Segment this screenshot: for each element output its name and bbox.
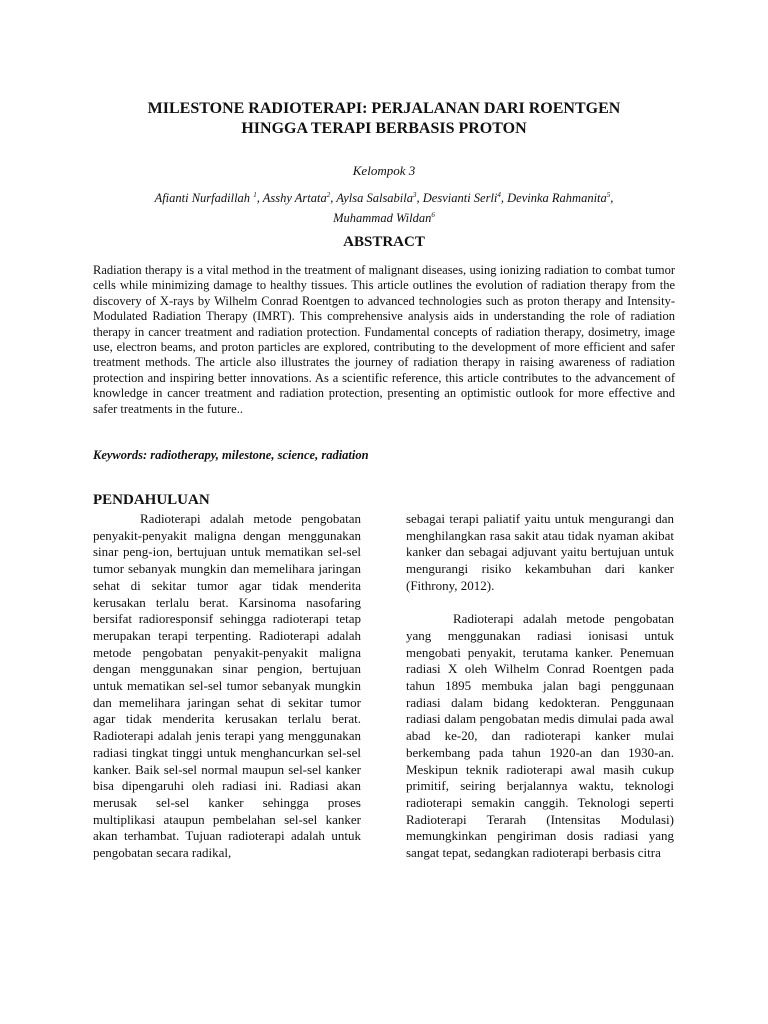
author-separator: ,: [256, 191, 263, 206]
author-name: Afianti Nurfadillah: [154, 191, 254, 206]
paragraph-spacer: [406, 595, 674, 612]
author-name: Asshy Artata: [262, 191, 327, 206]
author-name: Devinka Rahmanita: [507, 191, 607, 206]
right-column: [406, 511, 674, 862]
paper-title-line-2: HINGGA TERAPI BERBASIS PROTON: [241, 120, 527, 137]
author-name: Aylsa Salsabila: [336, 191, 414, 206]
author-separator: ,: [500, 191, 508, 206]
section-heading: PENDAHULUAN: [93, 492, 210, 508]
author: [507, 191, 613, 205]
author: [333, 211, 435, 225]
author: [155, 191, 263, 205]
author-list: [90, 187, 678, 227]
author-name: Muhammad Wildan: [333, 211, 432, 226]
author-separator: ,: [416, 191, 423, 206]
body-paragraph: Radioterapi adalah metode pengobatan yang menggunakan radiasi ionisasi untuk mengobati penyakit, terutama kanker. Penemuan radiasi X oleh Wilhelm Conrad Roentgen pada tahun 1895 membuka jalan bagi penggunaan radiasi dalam bidang kedokteran. Penggunaan radiasi dalam pengobatan medis dimulai pada awal abad ke-20, dan radioterapi kanker mulai berkembang pada tahun 1920-an dan 1930-an. Meskipun teknik radioterapi awal masih cukup primitif, seiring berjalannya waktu, teknologi radioterapi semakin canggih. Teknologi seperti Radioterapi Terarah (Intensitas Modulasi) memungkinkan pengiriman dosis radiasi yang sangat tepat, sedangkan radioterapi berbasis citra: [406, 611, 674, 861]
author-separator: ,: [330, 191, 337, 206]
left-column: [93, 511, 361, 862]
author-affiliation: 5: [606, 191, 611, 199]
author-affiliation: 6: [431, 211, 435, 220]
author-affiliation: 2: [326, 191, 331, 199]
paper-title: [60, 99, 708, 139]
author-affiliation: 4: [497, 191, 501, 199]
keywords-line: Keywords: radiotherapy, milestone, science, radiation: [93, 448, 369, 462]
author: [263, 191, 337, 205]
author: [423, 191, 507, 205]
group-name: Kelompok 3: [352, 163, 416, 178]
author-name: Desvianti Serli: [422, 191, 498, 206]
author: [336, 191, 423, 205]
author-affiliation: 3: [413, 191, 417, 199]
body-paragraph: Radioterapi adalah metode pengobatan penyakit-penyakit maligna dengan menggunakan sinar peng-ion, bertujuan untuk mematikan sel-sel tumor sebanyak mungkin dan memelihara jaringan sehat di sekitar tumor agar tidak menderita kerusakan terlalu berat. Karsinoma nasofaring bersifat radioresponsif sehingga radioterapi tetap merupakan terapi terpenting. Radioterapi adalah metode pengobatan penyakit-penyakit maligna dengan menggunakan sinar pengion, bertujuan untuk mematikan sel-sel tumor sebanyak mungkin dan memelihara jaringan sehat di sekitar tumor agar tidak menderita kerusakan terlalu berat. Radioterapi adalah jenis terapi yang menggunakan radiasi tingkat tinggi untuk menghancurkan sel-sel kanker. Baik sel-sel normal maupun sel-sel kanker bisa dipengaruhi oleh radiasi ini. Radiasi akan merusak sel-sel kanker sehingga proses multiplikasi ataupun pembelahan sel-sel kanker akan terhambat. Tujuan radioterapi adalah untuk pengobatan secara radikal,: [93, 511, 361, 861]
body-paragraph: sebagai terapi paliatif yaitu untuk mengurangi dan menghilangkan rasa sakit atau tidak nyaman akibat kanker dan sebagai adjuvant yaitu bertujuan untuk mengurangi risiko kekambuhan dari kanker (Fithrony, 2012).: [406, 511, 674, 593]
paper-title-line-1: MILESTONE RADIOTERAPI: PERJALANAN DARI ROENTGEN: [147, 100, 621, 117]
abstract-text: Radiation therapy is a vital method in the treatment of malignant diseases, using ionizing radiation to combat tumor cells while minimizing damage to healthy tissues. This article outlines the evolution of radiation therapy from the discovery of X-rays by Wilhelm Conrad Roentgen to advanced technologies such as proton therapy and Intensity-Modulated Radiation Therapy (IMRT). This comprehensive analysis aids in understanding the role of radiation therapy in cancer treatment and radiation protection. Fundamental concepts of radiation therapy, dosimetry, image use, electron beams, and proton particles are explored, contributing to the development of more efficient and safer treatment methods. The article also illustrates the journey of radiation therapy in raising awareness of radiation protection and inspiring better innovations. As a scientific reference, this article contributes to the advancement of knowledge in cancer treatment and radiation protection, presenting an optimistic outlook for more effective and safer treatments in the future..: [93, 263, 675, 416]
author-affiliation: 1: [253, 191, 257, 199]
author-separator: ,: [610, 191, 614, 206]
abstract-heading: ABSTRACT: [343, 234, 425, 250]
